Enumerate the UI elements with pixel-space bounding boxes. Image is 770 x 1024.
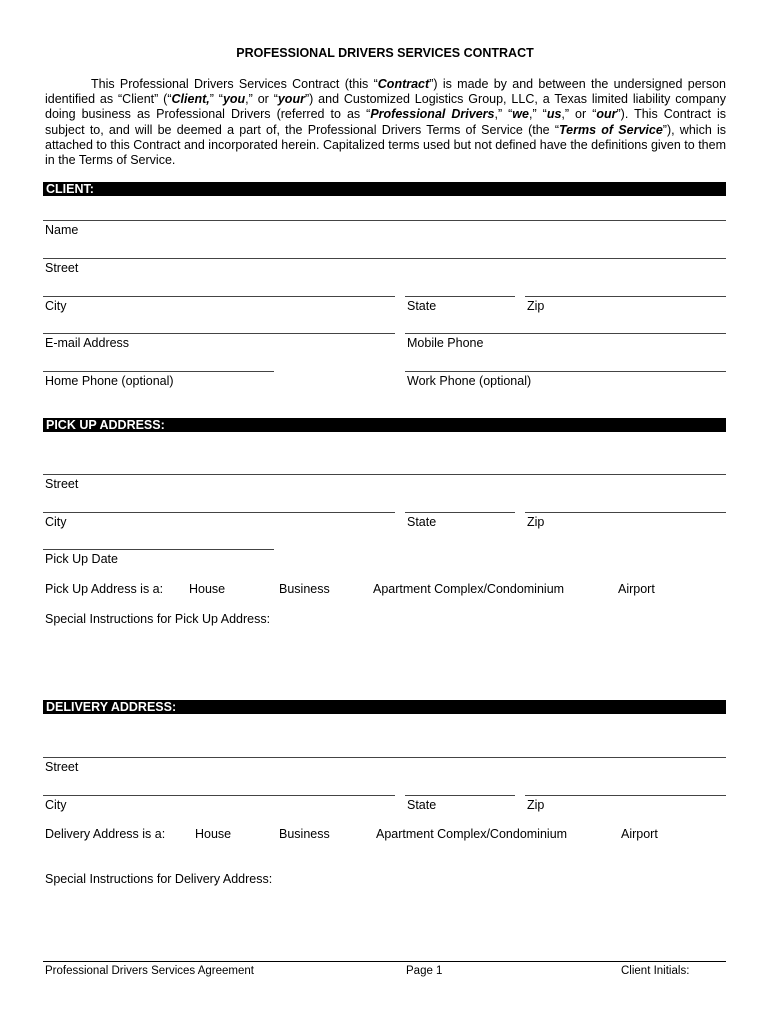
pickup-address-type-label: Pick Up Address is a: — [45, 582, 164, 596]
footer-agreement-name: Professional Drivers Services Agreement — [45, 965, 254, 977]
client-street-field[interactable] — [43, 258, 726, 259]
intro-paragraph: This Professional Drivers Services Contract (this “Contract”) is made by and between the undersigned person identified as “Client” (“Client,” “you,” or “your”) and Customized Logistics Group, LLC, a Texas limited liability company doing business as Professional Drivers (referred to as “Professional Drivers,” “we,” “us,” or “our”). This Contract is subject to, and will be deemed a part of, the Professional Drivers Terms of Service (the “Terms of Service”), which is attached to this Contract and incorporated herein. Capitalized terms used but not defined have the definitions given to them in the Terms of Service. — [45, 77, 727, 168]
client-state-field[interactable] — [405, 296, 515, 297]
client-city-label: City — [45, 299, 67, 313]
footer-client-initials: Client Initials: — [621, 965, 690, 977]
pickup-instructions-label: Special Instructions for Pick Up Address: — [45, 612, 271, 626]
home-phone-field[interactable] — [43, 371, 274, 372]
email-label: E-mail Address — [45, 336, 130, 350]
work-phone-field[interactable] — [405, 371, 726, 372]
delivery-zip-label: Zip — [527, 798, 545, 812]
delivery-street-label: Street — [45, 760, 79, 774]
pickup-type-business[interactable]: Business — [279, 582, 330, 596]
delivery-city-field[interactable] — [43, 795, 395, 796]
delivery-city-label: City — [45, 798, 67, 812]
delivery-zip-field[interactable] — [525, 795, 726, 796]
pickup-street-label: Street — [45, 477, 79, 491]
delivery-type-apartment[interactable]: Apartment Complex/Condominium — [376, 827, 568, 841]
delivery-type-house[interactable]: House — [195, 827, 232, 841]
name-field[interactable] — [43, 220, 726, 221]
client-zip-label: Zip — [527, 299, 545, 313]
footer-page-number: Page 1 — [406, 965, 443, 977]
pickup-type-apartment[interactable]: Apartment Complex/Condominium — [373, 582, 565, 596]
client-street-label: Street — [45, 261, 79, 275]
footer-divider — [43, 961, 726, 962]
pickup-type-house[interactable]: House — [189, 582, 226, 596]
delivery-type-airport[interactable]: Airport — [621, 827, 658, 841]
name-label: Name — [45, 223, 79, 237]
delivery-type-business[interactable]: Business — [279, 827, 330, 841]
delivery-street-field[interactable] — [43, 757, 726, 758]
pickup-city-label: City — [45, 515, 67, 529]
client-zip-field[interactable] — [525, 296, 726, 297]
pickup-street-field[interactable] — [43, 474, 726, 475]
mobile-phone-field[interactable] — [405, 333, 726, 334]
mobile-phone-label: Mobile Phone — [407, 336, 484, 350]
pickup-date-label: Pick Up Date — [45, 552, 118, 566]
pickup-section-heading: PICK UP ADDRESS: — [43, 418, 726, 432]
client-state-label: State — [407, 299, 437, 313]
pickup-zip-field[interactable] — [525, 512, 726, 513]
document-title: PROFESSIONAL DRIVERS SERVICES CONTRACT — [236, 46, 534, 60]
email-field[interactable] — [43, 333, 395, 334]
work-phone-label: Work Phone (optional) — [407, 374, 532, 388]
pickup-type-airport[interactable]: Airport — [618, 582, 655, 596]
delivery-state-label: State — [407, 798, 437, 812]
pickup-state-field[interactable] — [405, 512, 515, 513]
pickup-date-field[interactable] — [43, 549, 274, 550]
pickup-state-label: State — [407, 515, 437, 529]
delivery-address-type-label: Delivery Address is a: — [45, 827, 166, 841]
pickup-city-field[interactable] — [43, 512, 395, 513]
delivery-state-field[interactable] — [405, 795, 515, 796]
client-city-field[interactable] — [43, 296, 395, 297]
pickup-zip-label: Zip — [527, 515, 545, 529]
home-phone-label: Home Phone (optional) — [45, 374, 174, 388]
delivery-instructions-label: Special Instructions for Delivery Address: — [45, 872, 273, 886]
delivery-section-heading: DELIVERY ADDRESS: — [43, 700, 726, 714]
client-section-heading: CLIENT: — [43, 182, 726, 196]
